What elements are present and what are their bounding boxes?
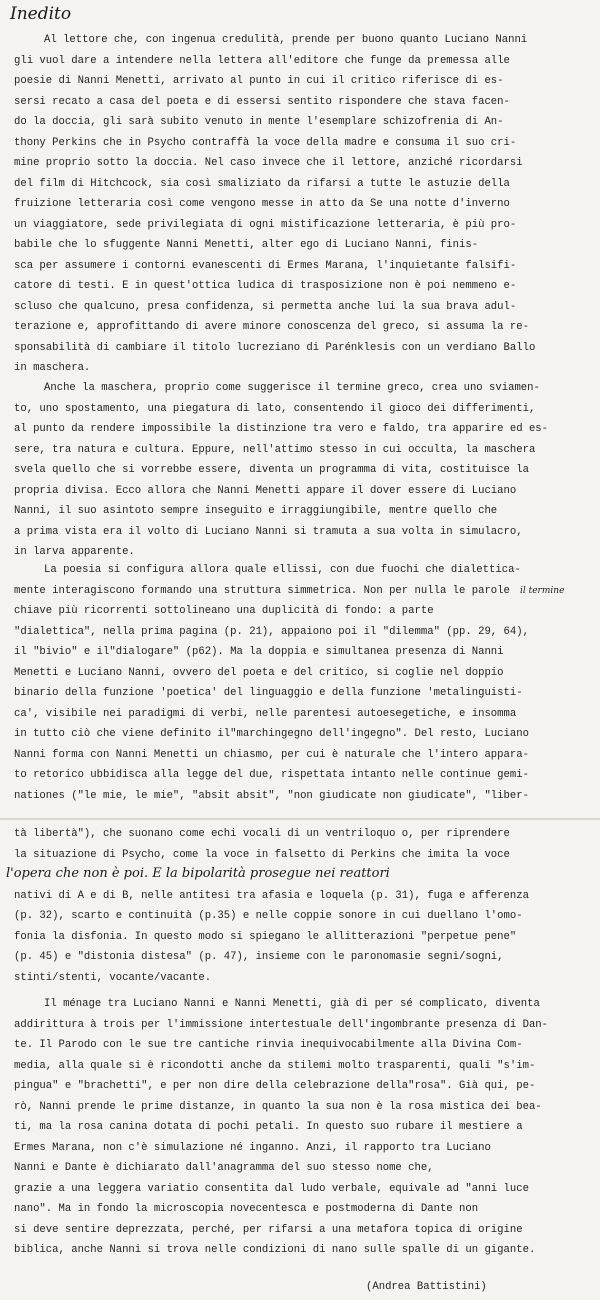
text-line: media, alla quale si è ricondotti anche da stilemi molto trasparenti, quali "s'im- [14, 1059, 536, 1072]
text-line: do la doccia, gli sarà subito venuto in mente l'esemplare schizofrenia di An- [14, 116, 504, 128]
text-line: Nanni e Dante è dichiarato dall'anagramma del suo stesso nome che, [14, 1162, 434, 1174]
text-line: Anche la maschera, proprio come suggerisce il termine greco, crea uno sviamen- [44, 382, 540, 394]
text-line: te. Il Parodo con le sue tre cantiche rinvia inequivocabilmente alla Divina Com- [14, 1039, 523, 1051]
paragraph-3 [14, 560, 588, 806]
text-line: nationes ("le mie, le mie", "absit absit", "non giudicate non giudicate", "liber- [14, 789, 529, 802]
text-line: ca', visibile nei paradigmi di verbi, nelle parentesi autoesegetiche, e insomma [14, 707, 517, 720]
text-line: sere, tra natura e cultura. Eppure, nell'attimo stesso in cui occulta, la maschera [14, 443, 536, 456]
text-line: La poesia si configura allora quale ellissi, con due fuochi che dialettica- [44, 564, 521, 576]
text-line: Ermes Marana, non c'è simulazione né inganno. Anzi, il rapporto tra Luciano [14, 1141, 491, 1154]
text-line: biblica, anche Nanni si trova nelle condizioni di nano sulle spalle di un gigante. [14, 1244, 536, 1256]
text-line: al punto da rendere impossibile la distinzione tra vero e faldo, tra apparire ed es- [14, 423, 549, 435]
text-line: catore di testi. E in quest'ottica ludica di trasposizione non è poi nemmeno e- [14, 280, 517, 292]
text-line: sca per assumere i contorni evanescenti di Ermes Marana, l'inquietante falsifi- [14, 259, 517, 272]
text-line: un viaggiatore, sede privilegiata di ogni mistificazione letteraria, è più pro- [14, 218, 517, 231]
paragraph-5 [14, 994, 588, 1261]
text-line: fonia la disfonia. In questo modo si spiegano le allitterazioni "perpetue pene" [14, 930, 517, 943]
text-line: in larva apparente. [14, 546, 135, 558]
text-line: scluso che qualcuno, presa confidenza, si permetta anche lui la sua brava adul- [14, 300, 517, 313]
text-line: Nanni forma con Nanni Menetti un chiasmo, per cui è naturale che l'intero appara- [14, 748, 529, 761]
text-line: del film di Hitchcock, sia così smaliziato da rifarsi a tutte le astuzie della [14, 177, 510, 190]
text-line: a prima vista era il volto di Luciano Nanni si tramuta a sua volta in simulacro, [14, 525, 523, 538]
text-line: ti, ma la rosa canina dotata di pochi petali. In questo suo rubare il mestiere a [14, 1121, 523, 1133]
text-line: nativi di A e di B, nelle antitesi tra afasia e loquela (p. 31), fuga e afferenza [14, 889, 529, 902]
paper-seam [0, 818, 600, 820]
text-line: chiave più ricorrenti sottolineano una duplicità di fondo: a parte [14, 605, 434, 617]
text-line: propria divisa. Ecco allora che Nanni Menetti appare il dover essere di Luciano [14, 484, 517, 497]
text-line: to, uno spostamento, una piegatura di lato, consentendo il gioco dei differimenti, [14, 402, 536, 415]
text-line: nano". Ma in fondo la microscopia novecentesca e postmoderna di Dante non [14, 1203, 479, 1215]
text-line: il "bivio" e il"dialogare" (p62). Ma la doppia e simultanea presenza di Nanni [14, 646, 504, 658]
text-line: grazie a una leggera variatio consentita dal ludo verbale, equivale ad "anni luce [14, 1182, 529, 1195]
text-line: thony Perkins che in Psycho contraffà la voce della madre e consuma il suo cri- [14, 136, 517, 149]
text-line: Il ménage tra Luciano Nanni e Nanni Menetti, già di per sé complicato, diventa [44, 998, 540, 1010]
handwritten-insert: l'opera che non è poi. E la bipolarità prosegue nei reattori [6, 866, 390, 881]
text-line: Menetti e Luciano Nanni, ovvero del poeta e del critico, si coglie nel doppio [14, 666, 504, 679]
text-line: svela quello che si vorrebbe essere, diventa un programma di vita, costituisce la [14, 464, 529, 476]
paragraph-4 [14, 824, 588, 988]
text-line: in tutto ciò che viene definito il"marchingegno dell'ingegno". Del resto, Luciano [14, 728, 529, 740]
text-line: gli vuol dare a intendere nella lettera all'editore che funge da premessa alle [14, 54, 510, 67]
text-line: pingua" e "brachetti", e per non dire della celebrazione della"rosa". Già qui, pe- [14, 1080, 536, 1092]
text-line: sponsabilità di cambiare il titolo lucreziano di Parénklesis con un verdiano Ballo [14, 341, 536, 354]
text-line: "dialettica", nella prima pagina (p. 21), appaiono poi il "dilemma" (pp. 29, 64), [14, 625, 529, 638]
text-line: (p. 32), scarto e continuità (p.35) e nelle coppie sonore in cui duellano l'omo- [14, 910, 523, 922]
text-line: (p. 45) e "distonia distesa" (p. 47), insieme con le paronomasie segni/sogni, [14, 951, 504, 963]
text-line: babile che lo sfuggente Nanni Menetti, alter ego di Luciano Nanni, finis- [14, 239, 479, 251]
text-line: to retorico ubbidisca alla legge del due, rispettata intanto nelle continue gemi- [14, 769, 529, 781]
text-line: stinti/stenti, vocante/vacante. [14, 971, 212, 984]
handwritten-margin-note: il termine [520, 586, 565, 596]
handwritten-title: Inedito [10, 4, 72, 24]
paragraph-1 [14, 30, 588, 379]
text-line: terazione e, approfittando di avere minore conoscenza del greco, si assuma la re- [14, 321, 529, 333]
text-line: la situazione di Psycho, come la voce in falsetto di Perkins che imita la voce [14, 848, 510, 861]
text-line: poesie di Nanni Menetti, arrivato al punto in cui il critico riferisce di es- [14, 75, 504, 87]
text-line: mente interagiscono formando una struttura simmetrica. Non per nulla le parole [14, 584, 510, 597]
text-line: si deve sentire deprezzata, perché, per rifarsi a una metafora topica di origine [14, 1223, 523, 1236]
text-line: Nanni, il suo asintoto sempre inseguito e irraggiungibile, mentre quello che [14, 505, 498, 517]
text-line: tà libertà"), che suonano come echi vocali di un ventriloquo o, per riprendere [14, 828, 510, 840]
text-line: binario della funzione 'poetica' del linguaggio e della funzione 'metalinguisti- [14, 687, 523, 699]
text-line: mine proprio sotto la doccia. Nel caso invece che il lettore, anziché ricordarsi [14, 157, 523, 169]
paragraph-2 [14, 378, 588, 563]
text-line: rò, Nanni prende le prime distanze, in quanto la sua non è la rosa mistica dei bea- [14, 1100, 542, 1113]
text-line: sersi recato a casa del poeta e di essersi sentito rispondere che stava facen- [14, 95, 510, 108]
text-line: fruizione letteraria così come vengono messe in atto da Se una notte d'inverno [14, 198, 510, 210]
text-line: addirittura à trois per l'immissione intertestuale dell'ingombrante presenza di Dan- [14, 1018, 549, 1031]
text-line: in maschera. [14, 362, 91, 374]
author-signature: (Andrea Battistini) [366, 1281, 487, 1293]
text-line: Al lettore che, con ingenua credulità, prende per buono quanto Luciano Nanni [44, 34, 528, 46]
